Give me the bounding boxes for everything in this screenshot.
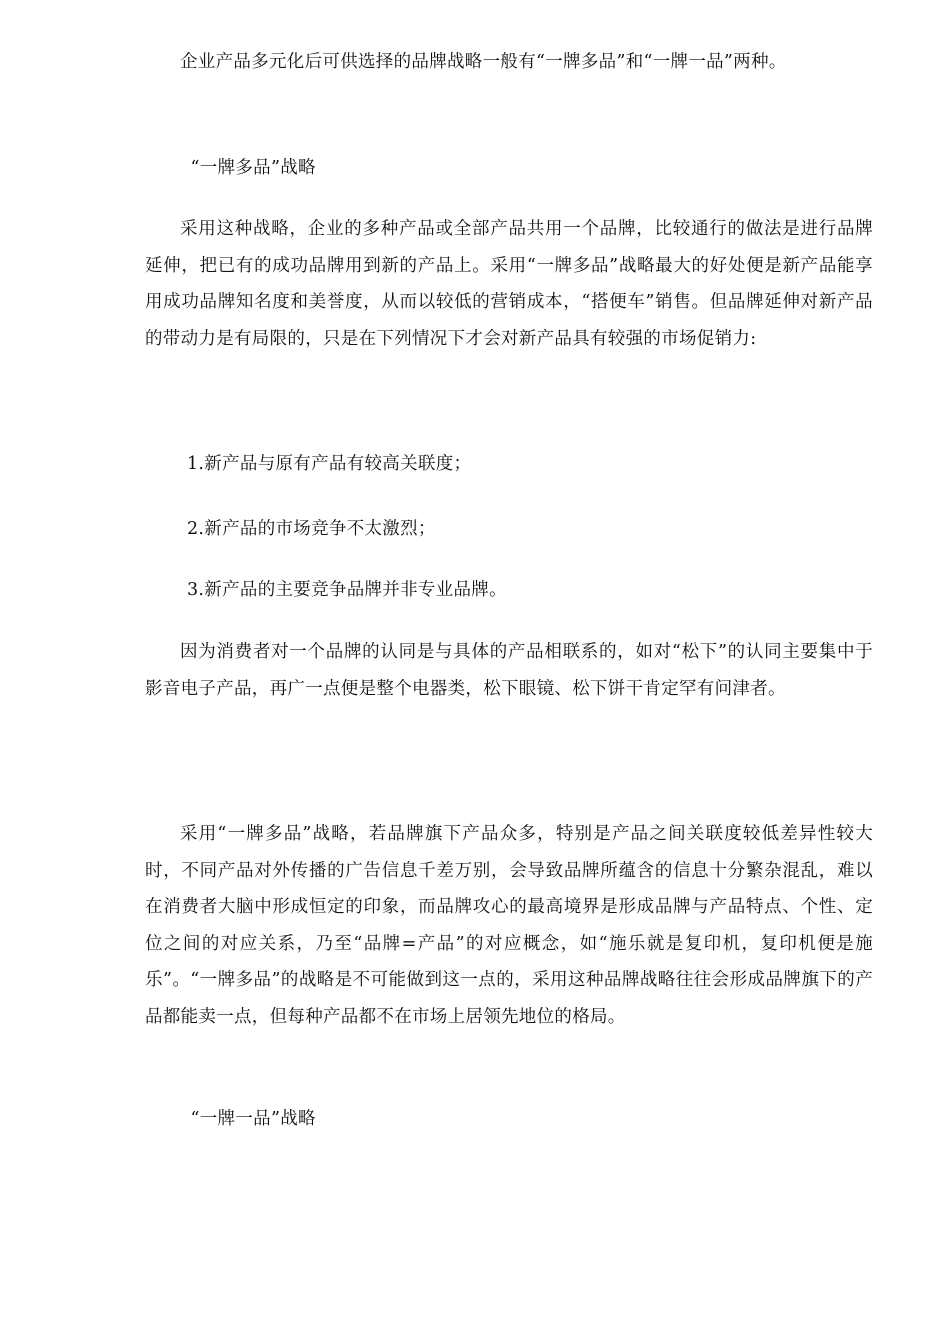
section-heading-multi-product: “一牌多品”战略: [190, 158, 316, 178]
multi-product-paragraph-2: 因为消费者对一个品牌的认同是与具体的产品相联系的，如对“松下”的认同主要集中于影音电子产品，再广一点便是整个电器类，松下眼镜、松下饼干肯定罕有问津者。: [145, 642, 873, 699]
multi-product-paragraph-1: 采用这种战略，企业的多种产品或全部产品共用一个品牌，比较通行的做法是进行品牌延伸，把已有的成功品牌用到新的产品上。采用“一牌多品”战略最大的好处便是新产品能享用成功品牌知名度和美誉度，从而以较低的营销成本，“搭便车”销售。但品牌延伸对新产品的带动力是有局限的，只是在下列情况下才会对新产品具有较强的市场促销力:: [145, 219, 873, 349]
intro-paragraph: 企业产品多元化后可供选择的品牌战略一般有“一牌多品”和“一牌一品”两种。: [180, 52, 787, 72]
multi-product-paragraph-3: 采用“一牌多品”战略，若品牌旗下产品众多，特别是产品之间关联度较低差异性较大时，不同产品对外传播的广告信息千差万别，会导致品牌所蕴含的信息十分繁杂混乱，难以在消费者大脑中形成恒定的印象，而品牌攻心的最高境界是形成品牌与产品特点、个性、定位之间的对应关系，乃至“品牌=产品”的对应概念，如“施乐就是复印机，复印机便是施乐”。“一牌多品”的战略是不可能做到这一点的，采用这种品牌战略往往会形成品牌旗下的产品都能卖一点，但每种产品都不在市场上居领先地位的格局。: [145, 824, 873, 1027]
list-item: 1.新产品与原有产品有较高关联度；: [187, 454, 472, 474]
list-item: 3.新产品的主要竞争品牌并非专业品牌。: [187, 580, 507, 600]
list-item: 2.新产品的市场竞争不太激烈；: [187, 519, 436, 539]
section-heading-single-product: “一牌一品”战略: [190, 1109, 316, 1129]
